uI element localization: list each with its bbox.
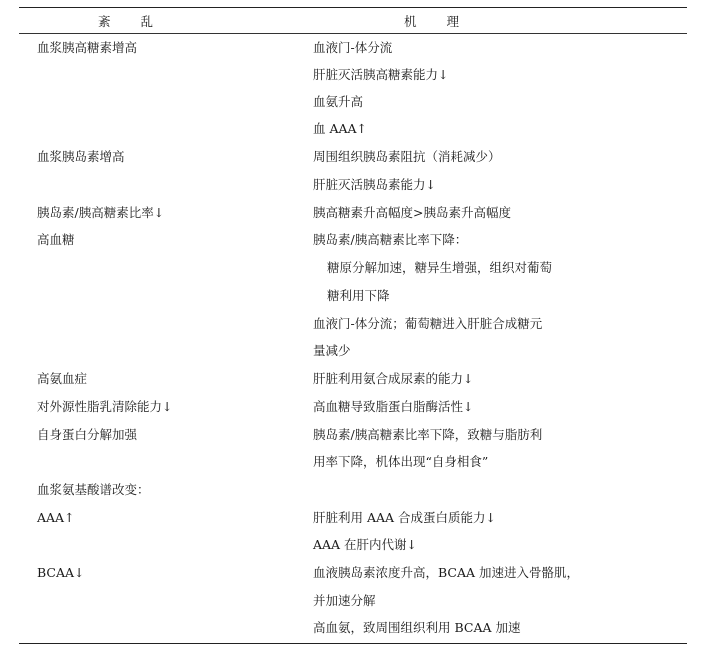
row-16-mechanism: 用率下降，机体出现“自身相食” bbox=[313, 454, 489, 469]
row-22-mechanism: 高血氨，致周围组织利用 BCAA 加速 bbox=[313, 620, 521, 635]
row-21-mechanism: 并加速分解 bbox=[313, 593, 376, 608]
row-9-mechanism: 糖原分解加速，糖异生增强，组织对葡萄 bbox=[327, 260, 553, 275]
header-mechanism: 机理 bbox=[404, 14, 490, 29]
row-19-mechanism: AAA 在肝内代谢↓ bbox=[313, 537, 418, 552]
row-14-mechanism: 高血糖导致脂蛋白脂酶活性↓ bbox=[313, 399, 474, 414]
row-12-mechanism: 量减少 bbox=[313, 343, 351, 358]
row-8-disorder: 高血糖 bbox=[37, 232, 75, 247]
row-17-disorder: 血浆氨基酸谱改变： bbox=[37, 482, 150, 497]
row-5-mechanism: 周围组织胰岛素阻抗（消耗减少） bbox=[313, 149, 501, 164]
metabolic-disorder-table bbox=[19, 7, 687, 645]
row-13-mechanism: 肝脏利用氨合成尿素的能力↓ bbox=[313, 371, 474, 386]
row-1-mechanism: 血液门-体分流 bbox=[313, 40, 393, 55]
row-15-disorder: 自身蛋白分解加强 bbox=[37, 427, 138, 442]
table-bottom-rule bbox=[19, 643, 687, 644]
table-top-rule bbox=[19, 7, 687, 8]
row-5-disorder: 血浆胰岛素增高 bbox=[37, 149, 125, 164]
row-6-mechanism: 肝脏灭活胰岛素能力↓ bbox=[313, 177, 436, 192]
row-2-mechanism: 肝脏灭活胰高糖素能力↓ bbox=[313, 67, 449, 82]
row-7-disorder: 胰岛素/胰高糖素比率↓ bbox=[37, 205, 165, 220]
row-8-mechanism: 胰岛素/胰高糖素比率下降： bbox=[313, 232, 468, 247]
row-13-disorder: 高氨血症 bbox=[37, 371, 88, 386]
row-3-mechanism: 血氨升高 bbox=[313, 94, 364, 109]
row-15-mechanism: 胰岛素/胰高糖素比率下降，致糖与脂肪利 bbox=[313, 427, 543, 442]
row-11-mechanism: 血液门-体分流；葡萄糖进入肝脏合成糖元 bbox=[313, 316, 543, 331]
row-20-mechanism: 血液胰岛素浓度升高，BCAA 加速进入骨骼肌， bbox=[313, 565, 580, 580]
header-disorder: 紊乱 bbox=[98, 14, 184, 29]
row-18-mechanism: 肝脏利用 AAA 合成蛋白质能力↓ bbox=[313, 510, 497, 525]
row-4-mechanism: 血 AAA↑ bbox=[313, 121, 368, 136]
table-header-rule bbox=[19, 33, 687, 34]
row-18-disorder: AAA↑ bbox=[37, 510, 75, 525]
row-20-disorder: BCAA↓ bbox=[37, 565, 85, 580]
row-7-mechanism: 胰高糖素升高幅度>胰岛素升高幅度 bbox=[313, 205, 511, 220]
row-10-mechanism: 糖利用下降 bbox=[327, 288, 390, 303]
row-14-disorder: 对外源性脂乳清除能力↓ bbox=[37, 399, 173, 414]
row-1-disorder: 血浆胰高糖素增高 bbox=[37, 40, 138, 55]
